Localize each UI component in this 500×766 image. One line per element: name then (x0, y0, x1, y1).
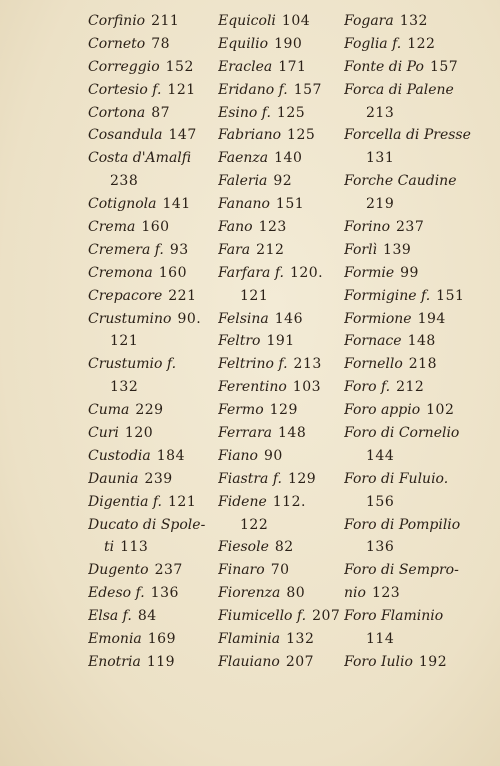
entry-name: Felsina (218, 310, 269, 327)
index-entry (344, 399, 478, 422)
index-entry (88, 33, 218, 56)
entry-page-number: 121 (110, 333, 139, 350)
index-entry (88, 468, 218, 491)
index-entry (218, 56, 344, 79)
index-entry (344, 79, 478, 102)
index-entry (218, 582, 344, 605)
index-entry (218, 147, 344, 170)
index-entry (218, 376, 344, 399)
entry-name: Fermo (218, 402, 264, 419)
index-entry (218, 124, 344, 147)
entry-page-number: 92 (273, 173, 293, 190)
entry-page-number: 211 (151, 13, 180, 29)
index-entry (344, 308, 478, 331)
index-columns (88, 10, 478, 690)
index-entry (344, 193, 478, 216)
index-entry (218, 33, 344, 56)
index-entry (218, 353, 344, 376)
entry-page-number: 121 (168, 493, 197, 510)
entry-name: Foglia f. (344, 35, 402, 52)
entry-name: Cortona (88, 104, 146, 121)
entry-page-number: 212 (396, 379, 425, 396)
entry-page-number: 237 (154, 562, 183, 579)
index-entry (218, 102, 344, 125)
entry-page-number: 70 (270, 562, 290, 579)
index-entry (218, 628, 344, 651)
entry-page-number: 90 (263, 447, 283, 464)
index-entry (344, 353, 478, 376)
index-entry (88, 56, 218, 79)
entry-name: Eraclea (218, 58, 273, 75)
entry-page-number: 207 (312, 608, 341, 625)
index-entry (344, 422, 478, 445)
entry-name: Feltro (218, 333, 261, 350)
entry-name: Cotignola (88, 196, 157, 213)
entry-page-number: 132 (399, 13, 428, 29)
entry-name: Faenza (218, 150, 269, 167)
entry-page-number: 156 (366, 493, 395, 510)
index-entry (218, 468, 344, 491)
index-entry (344, 559, 478, 582)
entry-name: Fornello (344, 356, 403, 373)
entry-name: Fano (218, 219, 253, 236)
entry-page-number: 239 (144, 470, 173, 487)
index-entry (218, 399, 344, 422)
entry-name: Costa d'Amalfi (88, 150, 192, 167)
entry-page-number: 192 (418, 653, 448, 670)
entry-name: Emonia (88, 631, 142, 648)
index-entry (88, 376, 218, 399)
index-entry (88, 422, 218, 445)
index-entry (218, 330, 344, 353)
entry-page-number: 87 (151, 104, 171, 121)
entry-page-number: 139 (383, 241, 412, 258)
entry-page-number: 218 (408, 356, 437, 373)
index-entry (218, 193, 344, 216)
index-entry (218, 559, 344, 582)
index-entry (88, 124, 218, 147)
entry-name: ti (104, 539, 115, 556)
entry-name: Digentia f. (88, 493, 162, 510)
entry-name: Daunia (88, 470, 139, 487)
index-entry (344, 605, 478, 628)
index-entry (344, 582, 478, 605)
entry-name: Ferentino (218, 379, 287, 396)
index-column-3 (344, 10, 478, 674)
entry-page-number: 123 (371, 585, 401, 602)
entry-page-number: 190 (274, 35, 303, 52)
entry-page-number: 80 (286, 585, 306, 602)
entry-page-number: 237 (396, 219, 425, 236)
entry-page-number: 84 (137, 608, 157, 625)
entry-name: Feltrino f. (218, 356, 288, 373)
entry-name: Forlì (344, 241, 378, 258)
entry-name: Elsa f. (88, 608, 132, 625)
index-entry (88, 102, 218, 125)
entry-page-number: 212 (256, 241, 285, 258)
entry-name: Crema (88, 219, 136, 236)
entry-name: Correggio (88, 58, 160, 75)
entry-name: Fiesole (218, 539, 269, 556)
entry-name: Foro appio (344, 402, 421, 419)
entry-page-number: 114 (366, 631, 395, 648)
entry-name: Forino (344, 219, 390, 236)
entry-name: Fara (218, 241, 251, 258)
entry-page-number: 122 (240, 516, 269, 533)
entry-name: Fiastra f. (218, 470, 282, 487)
entry-name: Equicoli (218, 13, 276, 29)
index-entry (218, 308, 344, 331)
entry-page-number: 213 (366, 104, 395, 121)
index-entry (88, 147, 218, 170)
entry-name: Foro di Sempro- (344, 562, 459, 579)
entry-page-number: 120 (124, 425, 154, 442)
entry-name: Formie (344, 264, 395, 281)
entry-page-number: 123 (258, 219, 287, 236)
entry-name: Corfinio (88, 13, 146, 29)
entry-name: nio (344, 585, 366, 602)
entry-name: Foro di Cornelio (344, 425, 460, 442)
entry-name: Edeso f. (88, 585, 145, 602)
index-entry (218, 262, 344, 285)
entry-name: Foro Flaminio (344, 608, 444, 625)
index-entry (88, 10, 218, 33)
entry-name: Eridano f. (218, 81, 288, 98)
index-entry (344, 33, 478, 56)
entry-page-number: 191 (266, 333, 295, 350)
index-entry (344, 262, 478, 285)
entry-page-number: 113 (120, 539, 149, 556)
index-entry (88, 514, 218, 537)
entry-page-number: 207 (285, 653, 315, 670)
entry-page-number: 136 (150, 585, 179, 602)
index-entry (88, 399, 218, 422)
index-entry (218, 170, 344, 193)
entry-name: Forca di Palene (344, 81, 454, 98)
entry-name: Cuma (88, 402, 130, 419)
entry-page-number: 125 (276, 104, 306, 121)
entry-name: Fiano (218, 447, 258, 464)
entry-page-number: 160 (158, 264, 187, 281)
index-entry (344, 651, 478, 674)
entry-page-number: 169 (147, 631, 176, 648)
index-entry (88, 651, 218, 674)
entry-page-number: 121 (240, 287, 269, 304)
entry-page-number: 112. (272, 493, 306, 510)
entry-page-number: 148 (407, 333, 436, 350)
entry-name: Crepacore (88, 287, 163, 304)
entry-page-number: 131 (366, 150, 395, 167)
entry-name: Formigine f. (344, 287, 431, 304)
index-entry (344, 536, 478, 559)
index-entry (344, 468, 478, 491)
entry-page-number: 140 (274, 150, 303, 167)
entry-page-number: 147 (168, 127, 197, 144)
entry-page-number: 104 (281, 13, 311, 29)
entry-page-number: 157 (429, 58, 459, 75)
index-entry (88, 628, 218, 651)
index-entry (88, 330, 218, 353)
entry-page-number: 122 (407, 35, 436, 52)
entry-name: Forcella di Presse (344, 127, 471, 144)
index-entry (88, 491, 218, 514)
entry-name: Foro f. (344, 379, 391, 396)
entry-name: Cremera f. (88, 241, 164, 258)
entry-page-number: 157 (293, 81, 322, 98)
entry-page-number: 213 (293, 356, 322, 373)
index-entry (344, 216, 478, 239)
entry-page-number: 129 (287, 470, 317, 487)
index-entry (88, 353, 218, 376)
entry-page-number: 82 (274, 539, 294, 556)
index-entry (344, 330, 478, 353)
entry-page-number: 151 (275, 196, 305, 213)
entry-page-number: 194 (417, 310, 446, 327)
entry-page-number: 171 (278, 58, 307, 75)
index-entry (344, 285, 478, 308)
entry-name: Fidene (218, 493, 267, 510)
entry-page-number: 119 (146, 653, 176, 670)
index-entry (218, 285, 344, 308)
index-entry (88, 216, 218, 239)
entry-name: Custodia (88, 447, 151, 464)
entry-name: Flaminia (218, 631, 281, 648)
index-entry (344, 56, 478, 79)
index-entry (218, 422, 344, 445)
entry-name: Finaro (218, 562, 265, 579)
index-entry (218, 10, 344, 33)
entry-page-number: 136 (366, 539, 395, 556)
entry-page-number: 238 (110, 173, 139, 190)
entry-page-number: 229 (135, 402, 164, 419)
entry-page-number: 121 (167, 81, 196, 98)
entry-name: Fonte di Po (344, 58, 424, 75)
index-entry (344, 102, 478, 125)
index-entry (344, 239, 478, 262)
index-entry (344, 628, 478, 651)
index-entry (218, 239, 344, 262)
index-entry (88, 285, 218, 308)
entry-name: Cosandula (88, 127, 163, 144)
index-entry (88, 239, 218, 262)
entry-page-number: 160 (141, 219, 170, 236)
entry-name: Curi (88, 425, 119, 442)
entry-name: Crustumino (88, 310, 172, 327)
index-column-2 (218, 10, 344, 674)
entry-name: Foro di Pompilio (344, 516, 461, 533)
index-entry (344, 10, 478, 33)
entry-page-number: 102 (426, 402, 455, 419)
index-entry (218, 79, 344, 102)
index-entry (88, 559, 218, 582)
index-entry (218, 216, 344, 239)
index-entry (88, 605, 218, 628)
index-entry (218, 491, 344, 514)
entry-name: Foro Iulio (344, 653, 413, 670)
index-entry (344, 170, 478, 193)
entry-page-number: 120. (289, 264, 324, 281)
entry-name: Flauiano (218, 653, 280, 670)
index-entry (344, 491, 478, 514)
entry-name: Faleria (218, 173, 268, 190)
index-entry (344, 376, 478, 399)
entry-name: Fiorenza (218, 585, 281, 602)
entry-page-number: 90. (177, 310, 202, 327)
entry-page-number: 132 (286, 631, 315, 648)
entry-name: Foro di Fuluio. (344, 470, 449, 487)
entry-name: Fiumicello f. (218, 608, 307, 625)
entry-page-number: 146 (274, 310, 303, 327)
entry-name: Fogara (344, 13, 394, 29)
entry-name: Forche Caudine (344, 173, 457, 190)
index-entry (218, 605, 344, 628)
entry-name: Fornace (344, 333, 402, 350)
entry-page-number: 132 (110, 379, 139, 396)
index-entry (344, 445, 478, 468)
index-entry (344, 147, 478, 170)
entry-name: Farfara f. (218, 264, 284, 281)
index-entry (218, 651, 344, 674)
entry-name: Formione (344, 310, 412, 327)
index-entry (88, 582, 218, 605)
entry-page-number: 221 (168, 287, 197, 304)
entry-page-number: 125 (287, 127, 316, 144)
entry-name: Esino f. (218, 104, 271, 121)
entry-name: Cremona (88, 264, 153, 281)
index-column-1 (88, 10, 218, 674)
entry-page-number: 129 (269, 402, 298, 419)
entry-page-number: 144 (366, 447, 395, 464)
index-entry (88, 170, 218, 193)
entry-name: Crustumio f. (88, 356, 177, 373)
index-entry (88, 79, 218, 102)
index-entry (88, 445, 218, 468)
entry-name: Corneto (88, 35, 146, 52)
entry-page-number: 219 (366, 196, 395, 213)
entry-name: Dugento (88, 562, 149, 579)
index-entry (88, 262, 218, 285)
entry-name: Equilio (218, 35, 269, 52)
entry-page-number: 93 (169, 241, 189, 258)
index-entry (344, 514, 478, 537)
entry-page-number: 184 (156, 447, 185, 464)
index-entry (218, 536, 344, 559)
entry-page-number: 78 (151, 35, 171, 52)
index-entry (218, 514, 344, 537)
entry-name: Enotria (88, 653, 141, 670)
index-entry (88, 193, 218, 216)
index-entry (88, 536, 218, 559)
entry-name: Fabriano (218, 127, 282, 144)
entry-name: Cortesio f. (88, 81, 162, 98)
entry-name: Ducato di Spole- (88, 516, 206, 533)
entry-page-number: 148 (278, 425, 307, 442)
entry-page-number: 152 (165, 58, 194, 75)
entry-page-number: 141 (162, 196, 191, 213)
index-entry (344, 124, 478, 147)
entry-name: Ferrara (218, 425, 273, 442)
index-entry (218, 445, 344, 468)
index-entry (88, 308, 218, 331)
entry-page-number: 99 (400, 264, 419, 281)
entry-page-number: 103 (292, 379, 322, 396)
entry-page-number: 151 (436, 287, 465, 304)
entry-name: Fanano (218, 196, 270, 213)
